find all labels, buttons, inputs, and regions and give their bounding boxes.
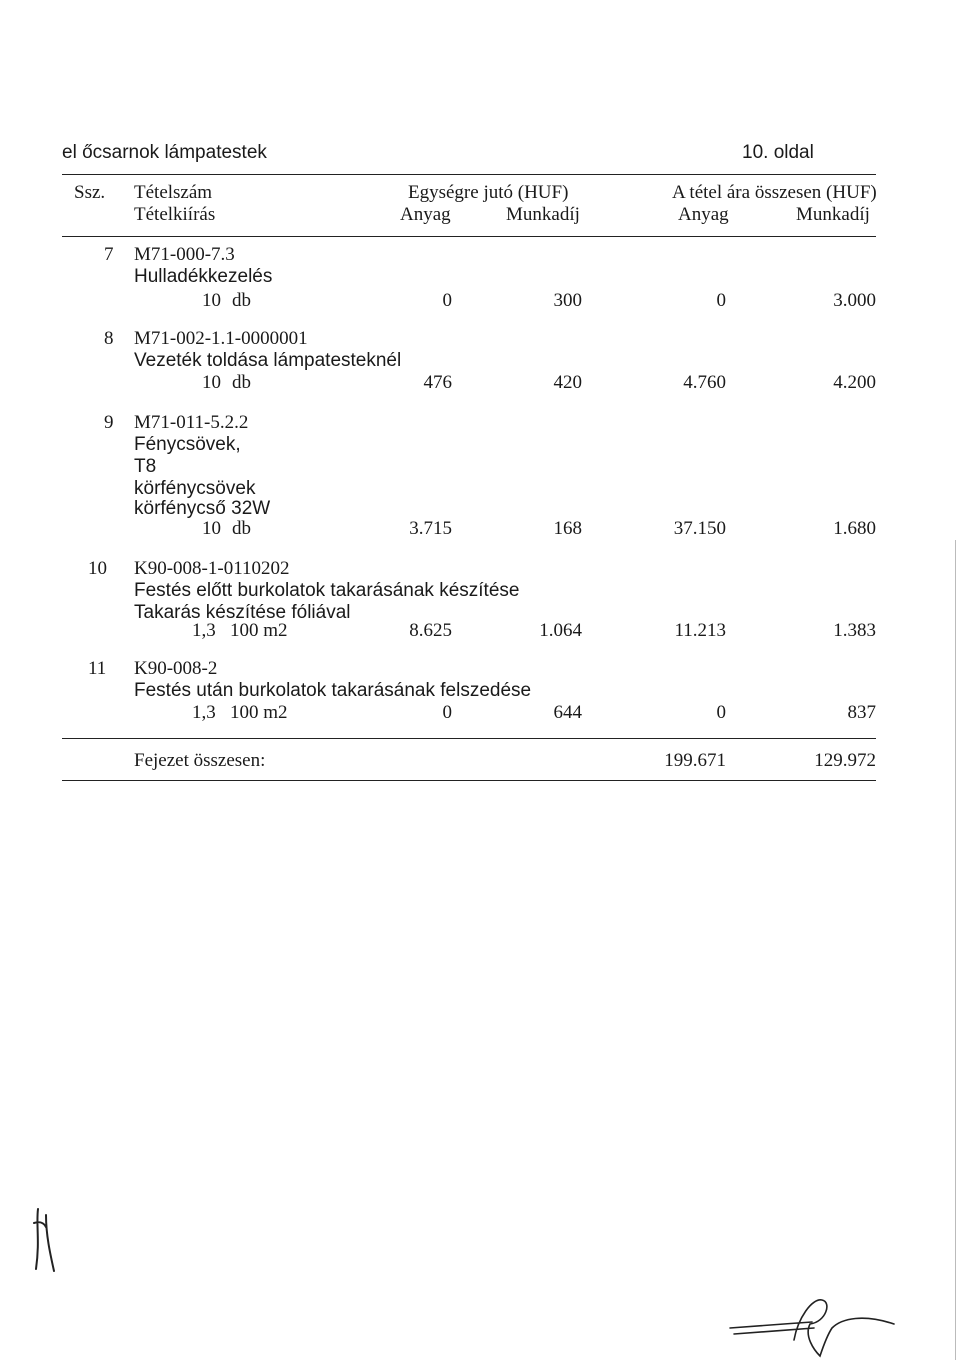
col-ssz: Ssz.	[74, 182, 106, 203]
signature-mark	[724, 1288, 900, 1360]
summary-label: Fejezet összesen:	[134, 750, 266, 771]
item-number: 8	[104, 328, 114, 349]
col-tetelszam: Tételszám	[134, 182, 213, 203]
item-description: Fénycsövek,	[134, 434, 241, 455]
item-qty: 10	[202, 290, 221, 311]
item-description: Hulladékkezelés	[134, 266, 273, 287]
total-munkadij-value: 1.383	[833, 620, 876, 641]
item-description: T8	[134, 456, 157, 477]
total-munkadij-value: 4.200	[833, 372, 876, 393]
summary-total-munkadij: 129.972	[814, 750, 876, 771]
item-number: 11	[88, 658, 107, 679]
item-number: 10	[88, 558, 107, 579]
item-description: körfénycső 32W	[134, 498, 271, 519]
unit-munkadij-value: 644	[553, 702, 582, 723]
unit-anyag-value: 0	[442, 290, 452, 311]
col-unit-anyag: Anyag	[400, 204, 451, 225]
item-unit: 100 m2	[230, 620, 288, 641]
summary-bottom-rule	[62, 780, 876, 781]
item-code: K90-008-2	[134, 658, 218, 679]
col-unit-group: Egységre jutó (HUF)	[408, 182, 569, 203]
unit-anyag-value: 0	[442, 702, 452, 723]
item-unit: db	[232, 518, 251, 539]
item-number: 7	[104, 244, 114, 265]
item-description: Festés előtt burkolatok takarásának készítése	[134, 580, 520, 601]
item-code: M71-011-5.2.2	[134, 412, 249, 433]
col-unit-munkadij: Munkadíj	[506, 204, 580, 225]
item-qty: 10	[202, 372, 221, 393]
unit-munkadij-value: 300	[553, 290, 582, 311]
initials-mark	[24, 1205, 64, 1275]
scan-edge-line	[955, 540, 956, 1360]
item-code: M71-000-7.3	[134, 244, 235, 265]
item-number: 9	[104, 412, 114, 433]
section-title: el őcsarnok lámpatestek	[62, 142, 267, 163]
col-total-group: A tétel ára összesen (HUF)	[672, 182, 877, 203]
item-unit: db	[232, 372, 251, 393]
item-description: Takarás készítése fóliával	[134, 602, 351, 623]
total-anyag-value: 11.213	[674, 620, 726, 641]
item-code: M71-002-1.1-0000001	[134, 328, 308, 349]
total-anyag-value: 4.760	[683, 372, 726, 393]
item-unit: db	[232, 290, 251, 311]
column-header-rule	[62, 236, 876, 237]
total-munkadij-value: 3.000	[833, 290, 876, 311]
header-rule	[62, 174, 876, 175]
item-description: Festés után burkolatok takarásának felszedése	[134, 680, 532, 701]
unit-anyag-value: 476	[423, 372, 452, 393]
item-description: körfénycsövek	[134, 478, 256, 499]
total-anyag-value: 37.150	[673, 518, 726, 539]
col-tetelkiiras: Tételkiírás	[134, 204, 216, 225]
unit-anyag-value: 3.715	[409, 518, 452, 539]
unit-munkadij-value: 168	[553, 518, 582, 539]
total-munkadij-value: 837	[847, 702, 876, 723]
total-anyag-value: 0	[716, 290, 726, 311]
unit-munkadij-value: 420	[553, 372, 582, 393]
unit-munkadij-value: 1.064	[539, 620, 582, 641]
item-description: Vezeték toldása lámpatesteknél	[134, 350, 402, 371]
unit-anyag-value: 8.625	[409, 620, 452, 641]
item-qty: 1,3	[192, 620, 216, 641]
page-number: 10. oldal	[742, 142, 814, 163]
item-code: K90-008-1-0110202	[134, 558, 290, 579]
item-qty: 10	[202, 518, 221, 539]
col-total-munkadij: Munkadíj	[796, 204, 870, 225]
total-munkadij-value: 1.680	[833, 518, 876, 539]
item-unit: 100 m2	[230, 702, 288, 723]
total-anyag-value: 0	[716, 702, 726, 723]
summary-top-rule	[62, 738, 876, 739]
item-qty: 1,3	[192, 702, 216, 723]
col-total-anyag: Anyag	[678, 204, 729, 225]
summary-total-anyag: 199.671	[664, 750, 726, 771]
